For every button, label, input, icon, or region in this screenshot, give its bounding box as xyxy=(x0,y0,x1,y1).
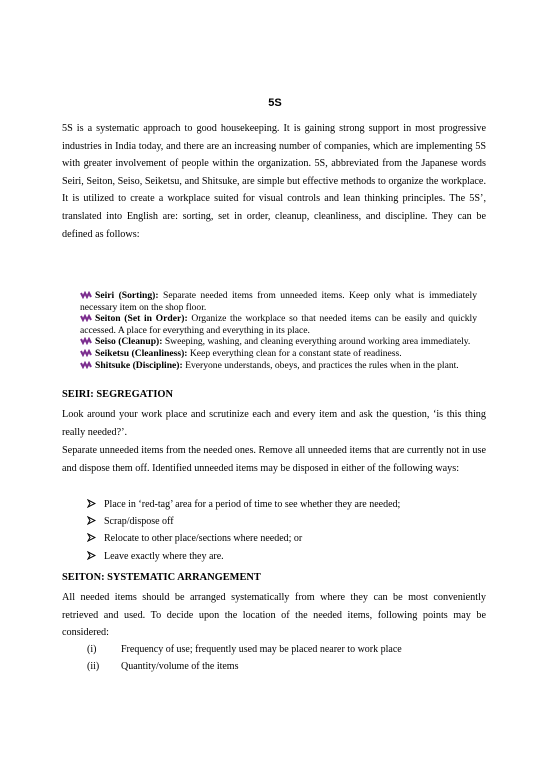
definition-text: Keep everything clean for a constant state of readiness. xyxy=(187,347,402,359)
list-item xyxy=(87,530,400,547)
wave-bullet-icon xyxy=(80,349,92,357)
definition-term: Seiso (Cleanup): xyxy=(95,336,163,348)
arrow-bullet-icon xyxy=(87,499,96,508)
definition-text: Organize the workplace so that needed items can be easily and quickly accessed. A place for everything and everything in its place. xyxy=(80,313,477,336)
list-item xyxy=(80,348,477,360)
seiri-paragraph-1: Look around your work place and scrutinize each and every item and ask the question, ‘is this thing really needed?’. xyxy=(62,409,486,438)
wave-bullet-icon xyxy=(80,291,92,299)
list-item xyxy=(87,513,400,530)
location-points-list xyxy=(87,641,402,675)
seiri-heading: SEIRI: SEGREGATION xyxy=(62,389,173,400)
list-item xyxy=(87,641,402,658)
list-item xyxy=(80,290,477,313)
list-item xyxy=(80,360,477,372)
definition-text: Sweeping, washing, and cleaning everything around working area immediately. xyxy=(162,336,471,348)
wave-bullet-icon xyxy=(80,361,92,369)
definition-term: Shitsuke (Discipline): xyxy=(95,359,183,371)
definition-term: Seiton (Set in Order): xyxy=(95,313,188,325)
definition-text: Separate needed items from unneeded items. Keep only what is immediately necessary item on the shop floor. xyxy=(80,290,477,313)
five-s-list xyxy=(80,290,477,371)
seiton-heading: SEITON: SYSTEMATIC ARRANGEMENT xyxy=(62,572,261,583)
list-item xyxy=(87,496,400,513)
arrow-bullet-icon xyxy=(87,516,96,525)
item-number: (i) xyxy=(87,644,97,655)
definition-term: Seiri (Sorting): xyxy=(95,290,159,301)
list-item xyxy=(87,548,400,565)
list-item-text: Place in ‘red-tag’ area for a period of time to see whether they are needed; xyxy=(104,499,401,510)
seiton-paragraph: All needed items should be arranged systematically from where they can be most conveniently retrieved and used. To decide upon the location of the needed items, following points may be considered: xyxy=(62,592,486,639)
disposal-ways-list xyxy=(87,496,400,565)
list-item xyxy=(87,658,402,675)
list-item-text: Relocate to other place/sections where needed; or xyxy=(104,533,303,545)
list-item-text: Quantity/volume of the items xyxy=(121,661,239,673)
list-item-text: Leave exactly where they are. xyxy=(104,550,224,562)
list-item-text: Scrap/dispose off xyxy=(104,516,174,528)
list-item xyxy=(80,313,477,336)
page-title: 5S xyxy=(268,97,282,109)
definition-text: Everyone understands, obeys, and practices the rules when in the plant. xyxy=(182,359,459,371)
definition-term: Seiketsu (Cleanliness): xyxy=(95,347,188,359)
seiri-paragraph-2: Separate unneeded items from the needed ones. Remove all unneeded items that are currently not in use and dispose them off. Identified unneeded items may be disposed in either of the following ways: xyxy=(62,445,486,474)
intro-paragraph: 5S is a systematic approach to good housekeeping. It is gaining strong support in most progressive industries in India today, and there are an increasing number of companies, which are implementing 5S with greater involvement of people within the organization. 5S, abbreviated from the Japanese words Seiri, Seiton, Seiso, Seiketsu, and Shitsuke, are simple but effective methods to organize the workplace. It is utilized to create a workplace suited for visual controls and lean thinking principles. The 5S’, translated into English are: sorting, set in order, cleanup, cleanliness, and discipline. They can be defined as follows: xyxy=(62,123,486,240)
list-item xyxy=(80,336,477,348)
arrow-bullet-icon xyxy=(87,551,96,560)
wave-bullet-icon xyxy=(80,337,92,345)
list-item-text: Frequency of use; frequently used may be placed nearer to work place xyxy=(121,644,402,655)
item-number: (ii) xyxy=(87,661,100,673)
wave-bullet-icon xyxy=(80,314,92,322)
arrow-bullet-icon xyxy=(87,533,96,542)
